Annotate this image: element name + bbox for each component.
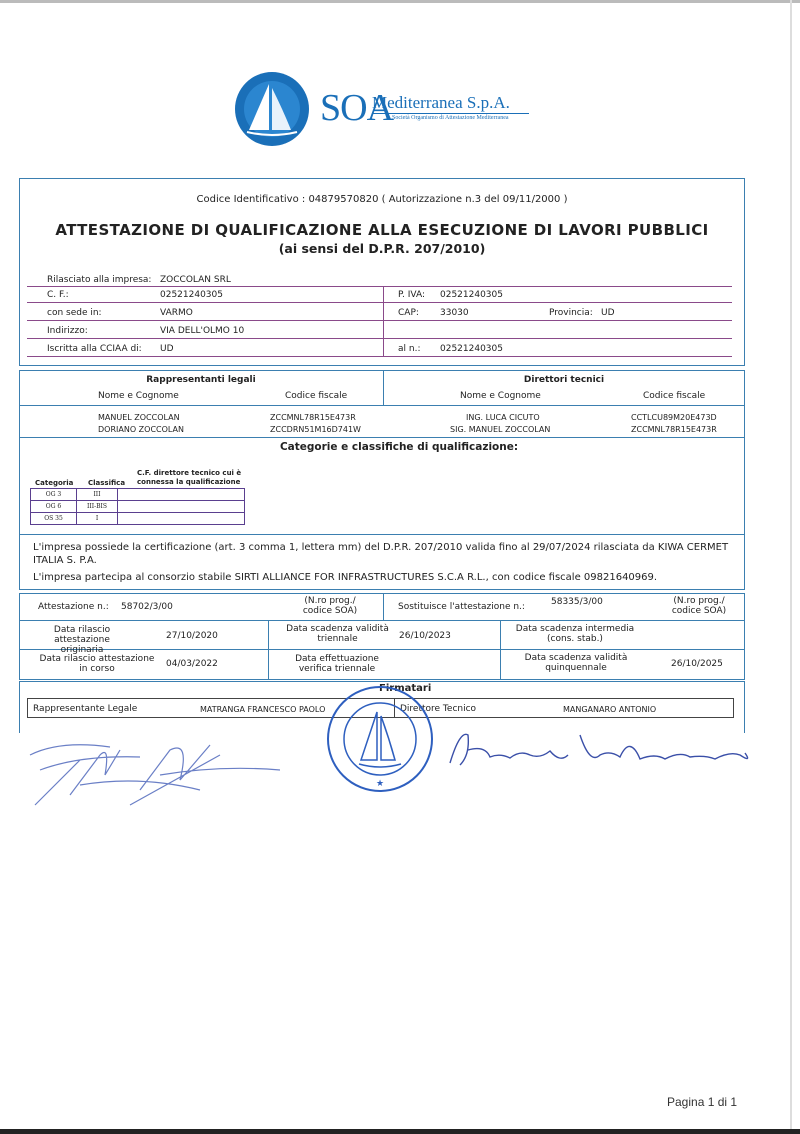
cf-col-header-line1: C.F. direttore tecnico cui è [137,469,242,477]
rilascio-corso-label: Data rilascio attestazione in corso [39,654,155,674]
cls-cell: III [77,489,118,501]
categories-table [30,488,245,525]
sede-label: con sede in: [47,308,102,318]
consorzio-note: L'impresa partecipa al consorzio stabile SIRTI ALLIANCE FOR INFRASTRUCTURES S.C.A R.L., con codice fiscale 09821640969. [33,572,658,583]
piva-value: 02521240305 [440,290,503,300]
cf-col-header-line2: connessa la qualificazione [137,478,241,486]
sub-title: (ai sensi del D.P.R. 207/2010) [278,241,486,256]
table-row [31,501,245,513]
scadenza-intermedia-label: Data scadenza intermedia (cons. stab.) [515,624,635,644]
certification-note: L'impresa possiede la certificazione (art. 3 comma 1, lettera mm) del D.P.R. 207/2010 valida fino al 29/07/2024 rilasciata da KIWA CERMET ITALIA S. P.A. [33,542,729,566]
brand-soa: SOA [320,87,394,129]
firmatari-title: Firmatari [379,683,432,694]
table-row [31,513,245,525]
attestazione-n-value: 58702/3/00 [121,602,173,612]
tecnici-title: Direttori tecnici [523,375,605,385]
tecnico-name-1: ING. LUCA CICUTO [466,413,540,422]
attestazione-n-label: Attestazione n.: [38,602,109,612]
tecnico-cf-1: CCTLCU89M20E473D [631,413,717,422]
table-row [31,489,245,501]
cciaa-value: UD [160,344,174,354]
scadenza-triennale-label: Data scadenza validità triennale [286,624,389,644]
rilascio-corso-value: 04/03/2022 [166,659,218,669]
scan-top-edge [0,0,800,3]
cls-cell: I [77,513,118,525]
direttore-value: MANGANARO ANTONIO [563,705,657,714]
sostituisce-value: 58335/3/00 [551,597,603,607]
signature-right [440,725,760,775]
cf-label: C. F.: [47,290,69,300]
cat-cell: OS 35 [31,513,77,525]
cls-cell: III-BIS [77,501,118,513]
classifica-header: Classifica [88,479,126,487]
cap-value: 33030 [440,308,469,318]
legale-cf-2: ZCCDRN51M16D741W [270,425,361,434]
cap-label: CAP: [398,308,419,318]
rilascio-originaria-value: 27/10/2020 [166,631,218,641]
cf-cell [118,501,245,513]
sostituisce-label: Sostituisce l'attestazione n.: [398,602,525,612]
indirizzo-label: Indirizzo: [47,326,88,336]
main-title: ATTESTAZIONE DI QUALIFICAZIONE ALLA ESECUZIONE DI LAVORI PUBBLICI [55,221,709,239]
tecnici-cf-header: Codice fiscale [643,391,706,401]
tecnici-nome-header: Nome e Cognome [460,391,541,401]
rappresentante-label: Rappresentante Legale [33,704,138,714]
cat-cell: OG 6 [31,501,77,513]
cf-cell [118,513,245,525]
provincia-value: UD [601,308,615,318]
categories-title: Categorie e classifiche di qualificazione: [279,441,519,453]
effettuazione-label: Data effettuazione verifica triennale [295,654,379,674]
signature-left [20,735,320,815]
cf-value: 02521240305 [160,290,223,300]
rilascio-originaria-label: Data rilascio attestazione originaria [53,625,111,655]
nro-prog-label-2: (N.ro prog./ codice SOA) [671,596,727,616]
cat-cell: OG 3 [31,489,77,501]
tecnico-name-2: SIG. MANUEL ZOCCOLAN [450,425,551,434]
piva-label: P. IVA: [398,290,426,300]
scadenza-triennale-value: 26/10/2023 [399,631,451,641]
direttore-label: Direttore Tecnico [400,704,477,714]
legali-nome-header: Nome e Cognome [98,391,179,401]
provincia-label: Provincia: [549,308,593,318]
legali-cf-header: Codice fiscale [285,391,348,401]
scan-right-edge [790,0,792,1134]
cf-col-header [137,469,241,487]
cf-cell [118,489,245,501]
categoria-header: Categoria [35,479,74,487]
aln-value: 02521240305 [440,344,503,354]
indirizzo-value: VIA DELL'OLMO 10 [160,326,245,336]
brand-subtitle: Società Organismo di Attestazione Mediterranea [392,115,509,121]
scan-bottom-edge [0,1129,800,1134]
brand-name: Mediterranea S.p.A. [372,93,510,112]
sede-value: VARMO [160,308,193,318]
scadenza-quinquennale-label: Data scadenza validità quinquennale [524,653,628,673]
page-number: Pagina 1 di 1 [667,1095,738,1109]
codice-identificativo: Codice Identificativo : 04879570820 ( Autorizzazione n.3 del 09/11/2000 ) [196,194,568,205]
aln-label: al n.: [398,344,421,354]
legali-title: Rappresentanti legali [146,375,256,385]
legale-name-2: DORIANO ZOCCOLAN [98,425,185,434]
legale-cf-1: ZCCMNL78R15E473R [270,413,356,422]
svg-text:★: ★ [375,779,385,789]
rilasciato-value: ZOCCOLAN SRL [160,275,231,285]
scadenza-quinquennale-value: 26/10/2025 [671,659,723,669]
nro-prog-label-1: (N.ro prog./ codice SOA) [302,596,358,616]
soa-logo-icon [233,70,311,148]
rappresentante-value: MATRANGA FRANCESCO PAOLO [200,705,326,714]
cciaa-label: Iscritta alla CCIAA di: [47,344,142,354]
company-stamp [325,684,435,794]
tecnico-cf-2: ZCCMNL78R15E473R [631,425,717,434]
legale-name-1: MANUEL ZOCCOLAN [98,413,180,422]
rilasciato-label: Rilasciato alla impresa: [47,275,152,285]
